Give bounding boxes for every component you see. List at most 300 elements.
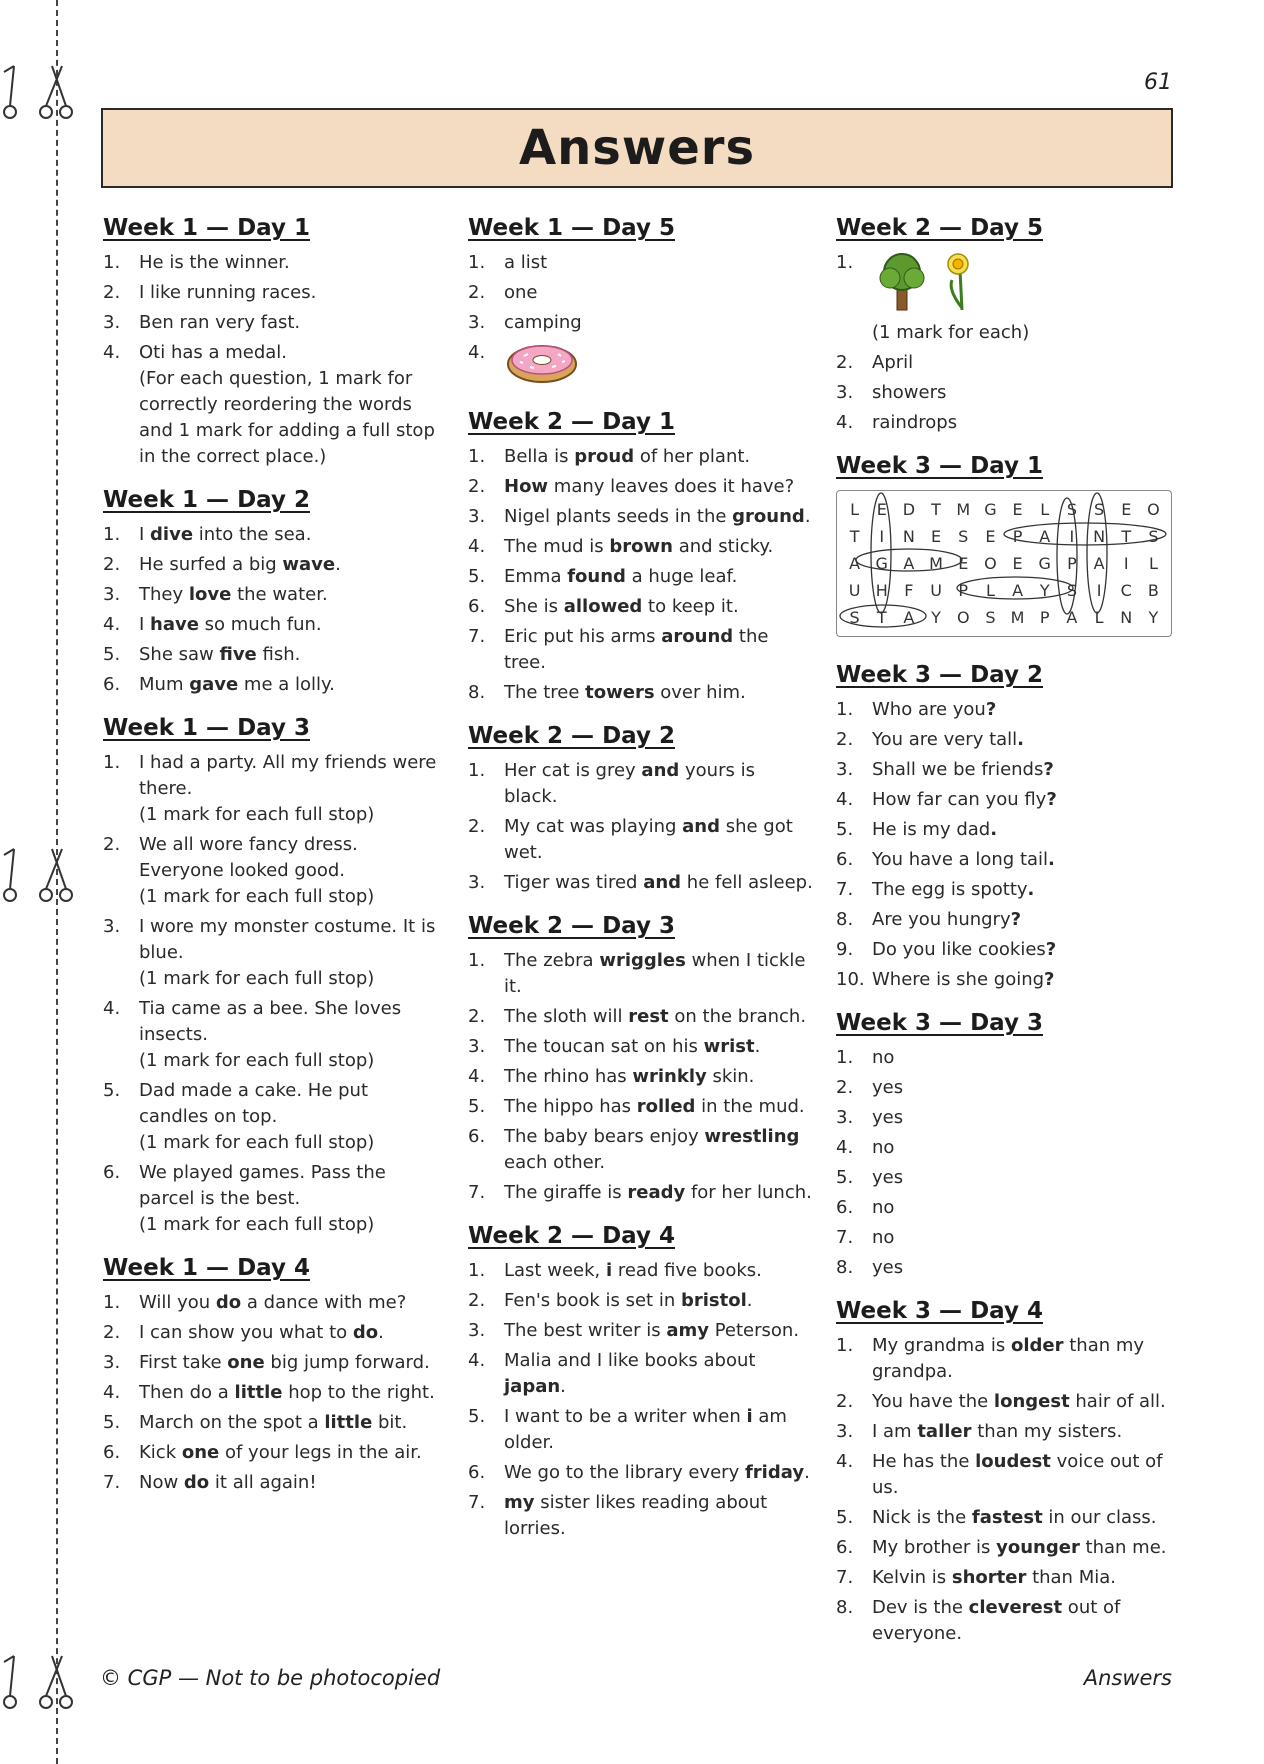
answer-word: younger xyxy=(996,1537,1080,1558)
answer-text: I wore my monster costume. It is blue. xyxy=(139,916,436,963)
answer-text: He has the xyxy=(872,1451,976,1472)
list-item xyxy=(836,877,1176,903)
answer-section xyxy=(468,212,813,392)
item-number: 4. xyxy=(103,342,121,363)
item-number: 3. xyxy=(468,506,486,527)
answer-word: proud xyxy=(574,446,635,467)
answer-text: big jump forward. xyxy=(264,1352,430,1373)
item-text xyxy=(872,757,1176,783)
item-text xyxy=(872,1105,1176,1131)
wordsearch-letter: S xyxy=(1066,581,1077,600)
answer-text: raindrops xyxy=(872,412,958,433)
item-text xyxy=(504,1404,813,1456)
answer-text: My brother is xyxy=(872,1537,997,1558)
answer-text: Ben ran very fast. xyxy=(139,312,301,333)
answer-text: no xyxy=(872,1197,895,1218)
wordsearch-letter: G xyxy=(984,500,997,519)
answer-text: of your legs in the air. xyxy=(219,1442,422,1463)
item-number: 2. xyxy=(836,352,854,373)
item-text xyxy=(504,280,813,306)
answer-text: First take xyxy=(139,1352,228,1373)
answer-section xyxy=(468,910,813,1206)
item-number: 2. xyxy=(103,834,121,855)
answer-word: friday xyxy=(744,1462,805,1483)
item-number: 2. xyxy=(468,1006,486,1027)
item-text xyxy=(504,1348,813,1400)
item-number: 3. xyxy=(468,1036,486,1057)
item-text xyxy=(139,250,438,276)
answer-word: gave xyxy=(189,674,239,695)
answer-word: found xyxy=(567,566,626,587)
answer-section xyxy=(468,406,813,706)
item-text xyxy=(504,814,813,866)
answer-text: The sloth will xyxy=(504,1006,629,1027)
wordsearch-letter: N xyxy=(1120,608,1133,627)
list-item xyxy=(468,564,813,590)
wordsearch-letter: I xyxy=(1096,581,1102,600)
answer-text: Now xyxy=(139,1472,184,1493)
wordsearch-letter: E xyxy=(876,500,887,519)
answer-text: hop to the right. xyxy=(282,1382,435,1403)
answer-text: My grandma is xyxy=(872,1335,1011,1356)
answer-text: She is xyxy=(504,596,564,617)
item-text xyxy=(504,310,813,336)
item-text xyxy=(504,1124,813,1176)
item-text xyxy=(872,697,1176,723)
list-item xyxy=(836,817,1176,843)
wordsearch-letter: L xyxy=(1040,500,1050,519)
answer-text: I had a party. All my friends were there. xyxy=(139,752,437,799)
list-item xyxy=(103,552,438,578)
item-number: 7. xyxy=(468,1492,486,1513)
answer-word: ? xyxy=(985,699,997,720)
item-number: 2. xyxy=(468,476,486,497)
wordsearch-letter: A xyxy=(849,554,861,573)
list-item xyxy=(468,1004,813,1030)
item-text xyxy=(504,474,813,500)
item-number: 2. xyxy=(103,554,121,575)
item-number: 2. xyxy=(468,1290,486,1311)
item-number: 1. xyxy=(103,1292,121,1313)
answer-text: no xyxy=(872,1227,895,1248)
list-item xyxy=(836,907,1176,933)
answer-text: so much fun. xyxy=(198,614,322,635)
mark-note: (For each question, 1 mark for correctly reordering the words and 1 mark for adding a full stop in the correct place.) xyxy=(139,368,435,467)
item-text xyxy=(139,1410,438,1436)
item-number: 5. xyxy=(103,1080,121,1101)
page-title: Answers xyxy=(518,120,756,176)
answer-text: You are very tall xyxy=(872,729,1018,750)
item-text xyxy=(504,1034,813,1060)
answer-text: than my grandpa. xyxy=(872,1335,1145,1382)
item-number: 6. xyxy=(103,1162,121,1183)
answer-word: wave xyxy=(282,554,336,575)
item-number: 5. xyxy=(836,819,854,840)
item-text xyxy=(872,410,1176,436)
answer-text: We played games. Pass the parcel is the best. xyxy=(139,1162,386,1209)
wordsearch-letter: D xyxy=(902,500,916,519)
wordsearch-letter: S xyxy=(1148,527,1159,546)
list-item xyxy=(836,787,1176,813)
list-item xyxy=(836,1595,1176,1647)
tree-icon xyxy=(872,250,932,320)
list-item xyxy=(103,1320,438,1346)
item-number: 6. xyxy=(103,1442,121,1463)
mark-note: (1 mark for each full stop) xyxy=(139,886,375,907)
item-text xyxy=(504,1180,813,1206)
item-number: 3. xyxy=(836,1107,854,1128)
answer-text: yes xyxy=(872,1167,904,1188)
answer-text: Dad made a cake. He put candles on top. xyxy=(139,1080,369,1127)
answer-text: He surfed a big xyxy=(139,554,283,575)
answer-word: fastest xyxy=(971,1507,1043,1528)
item-text xyxy=(872,787,1176,813)
answer-text: He is my dad xyxy=(872,819,991,840)
item-text xyxy=(139,280,438,306)
item-number: 4. xyxy=(468,536,486,557)
answer-word: one xyxy=(181,1442,220,1463)
item-number: 4. xyxy=(103,614,121,635)
answer-text: We all wore fancy dress. Everyone looked good. xyxy=(139,834,358,881)
item-number: 10. xyxy=(836,969,865,990)
section-heading: Week 2 — Day 4 xyxy=(468,1223,675,1249)
answer-text: the tree. xyxy=(504,626,769,673)
item-text xyxy=(872,1419,1176,1445)
item-number: 1. xyxy=(103,524,121,545)
answer-text: The hippo has xyxy=(504,1096,637,1117)
list-item xyxy=(468,1348,813,1400)
item-number: 4. xyxy=(103,1382,121,1403)
answer-word: allowed xyxy=(563,596,643,617)
item-text xyxy=(872,1225,1176,1251)
item-text xyxy=(139,672,438,698)
wordsearch-letter: O xyxy=(1147,500,1160,519)
mark-note: (1 mark for each full stop) xyxy=(139,1050,375,1071)
answer-list xyxy=(468,758,813,896)
answer-section xyxy=(836,1295,1176,1647)
item-number: 4. xyxy=(468,342,486,363)
item-text xyxy=(872,877,1176,903)
mark-note: (1 mark for each full stop) xyxy=(139,968,375,989)
list-item xyxy=(836,1165,1176,1191)
answer-word: amy xyxy=(666,1320,709,1341)
item-number: 7. xyxy=(836,1567,854,1588)
answer-text: Shall we be friends xyxy=(872,759,1044,780)
section-heading: Week 2 — Day 5 xyxy=(836,215,1043,241)
wordsearch-letter: E xyxy=(1012,554,1023,573)
list-item xyxy=(468,1124,813,1176)
wordsearch-letter: N xyxy=(1093,527,1106,546)
wordsearch-letter: I xyxy=(1069,527,1075,546)
item-number: 2. xyxy=(103,282,121,303)
answer-text: The giraffe is xyxy=(504,1182,628,1203)
answer-text: than me. xyxy=(1079,1537,1167,1558)
answer-word: shorter xyxy=(951,1567,1027,1588)
answer-text: it all again! xyxy=(209,1472,317,1493)
answer-section xyxy=(103,212,438,470)
answer-word: wrist xyxy=(703,1036,755,1057)
answer-text: The best writer is xyxy=(504,1320,667,1341)
wordsearch-letter: A xyxy=(1012,581,1024,600)
answer-text: We go to the library every xyxy=(504,1462,745,1483)
item-number: 1. xyxy=(836,1335,854,1356)
list-item xyxy=(468,1490,813,1542)
list-item xyxy=(468,680,813,706)
wordsearch-letter: U xyxy=(848,581,861,600)
item-number: 2. xyxy=(836,729,854,750)
wordsearch-letter: Y xyxy=(1148,608,1159,627)
item-text xyxy=(504,564,813,590)
answer-text: to keep it. xyxy=(642,596,739,617)
item-number: 4. xyxy=(103,998,121,1019)
answer-text: voice out of us. xyxy=(872,1451,1163,1498)
item-number: 1. xyxy=(836,252,854,273)
item-number: 1. xyxy=(103,752,121,773)
answer-word: older xyxy=(1010,1335,1064,1356)
item-number: 3. xyxy=(836,382,854,403)
section-heading: Week 3 — Day 3 xyxy=(836,1010,1043,1036)
answer-text: than Mia. xyxy=(1026,1567,1116,1588)
item-text xyxy=(872,1045,1176,1071)
list-item xyxy=(103,1440,438,1466)
item-number: 4. xyxy=(836,1451,854,1472)
answer-text: . xyxy=(335,554,341,575)
item-text xyxy=(139,340,438,470)
item-text xyxy=(872,1333,1176,1385)
answer-text: . xyxy=(746,1290,753,1311)
wordsearch-letter: E xyxy=(931,527,942,546)
item-number: 3. xyxy=(103,312,121,333)
list-item xyxy=(103,832,438,910)
answer-word: . xyxy=(1027,879,1035,900)
answer-text: Her cat is grey xyxy=(504,760,642,781)
section-heading: Week 2 — Day 2 xyxy=(468,723,675,749)
list-item xyxy=(103,750,438,828)
list-item xyxy=(468,948,813,1000)
item-number: 4. xyxy=(836,789,854,810)
answer-text: Mum xyxy=(139,674,190,695)
list-item xyxy=(103,250,438,276)
answer-word: ready xyxy=(627,1182,686,1203)
answer-text: . xyxy=(754,1036,761,1057)
answer-text: I am xyxy=(872,1421,918,1442)
item-number: 1. xyxy=(468,950,486,971)
item-text xyxy=(872,907,1176,933)
list-item xyxy=(468,1094,813,1120)
answer-word: bristol xyxy=(680,1290,747,1311)
item-text xyxy=(504,624,813,676)
item-text xyxy=(872,967,1176,993)
item-number: 1. xyxy=(468,760,486,781)
scissors-icon xyxy=(0,845,80,905)
wordsearch-letter: P xyxy=(1039,608,1050,627)
wordsearch-letter: H xyxy=(875,581,888,600)
answer-text: he fell asleep. xyxy=(681,872,813,893)
list-item xyxy=(103,1470,438,1496)
answer-word: wriggles xyxy=(599,950,686,971)
item-number: 7. xyxy=(836,879,854,900)
answer-text: Peterson. xyxy=(708,1320,800,1341)
item-number: 1. xyxy=(836,1047,854,1068)
wordsearch-letter: P xyxy=(1067,554,1077,573)
answer-text: a list xyxy=(504,252,548,273)
item-text xyxy=(504,340,813,392)
item-number: 7. xyxy=(468,1182,486,1203)
answer-word: ? xyxy=(1044,969,1055,990)
answer-text: Kelvin is xyxy=(872,1567,952,1588)
item-number: 5. xyxy=(468,1096,486,1117)
answer-text: My cat was playing xyxy=(504,816,683,837)
list-item xyxy=(836,847,1176,873)
answer-text: into the sea. xyxy=(193,524,312,545)
wordsearch-letter: F xyxy=(904,581,914,600)
item-text xyxy=(504,1318,813,1344)
answer-text: sister likes reading about lorries. xyxy=(504,1492,768,1539)
list-item xyxy=(836,967,1176,993)
answer-text: in the mud. xyxy=(695,1096,805,1117)
item-text xyxy=(872,1255,1176,1281)
item-number: 8. xyxy=(468,682,486,703)
answer-list xyxy=(103,522,438,698)
item-number: 4. xyxy=(468,1350,486,1371)
answer-text: . xyxy=(560,1376,566,1397)
answer-text: I can show you what to xyxy=(139,1322,353,1343)
list-item xyxy=(468,474,813,500)
list-item xyxy=(836,937,1176,963)
item-text xyxy=(504,1064,813,1090)
wordsearch-letter: A xyxy=(903,608,915,627)
answer-text: of her plant. xyxy=(634,446,751,467)
answer-text: Oti has a medal. xyxy=(139,342,288,363)
item-text xyxy=(872,1449,1176,1501)
list-item xyxy=(468,1034,813,1060)
answer-section xyxy=(103,712,438,1238)
mark-note: (1 mark for each full stop) xyxy=(139,804,375,825)
list-item xyxy=(468,814,813,866)
list-item xyxy=(836,1565,1176,1591)
wordsearch-letter: A xyxy=(1093,554,1105,573)
answer-text: in our class. xyxy=(1042,1507,1157,1528)
section-heading: Week 2 — Day 3 xyxy=(468,913,675,939)
item-number: 8. xyxy=(836,1257,854,1278)
wordsearch-letter: B xyxy=(1147,581,1159,600)
copyright-footer: © CGP — Not to be photocopied xyxy=(100,1666,441,1690)
list-item xyxy=(103,1380,438,1406)
item-number: 7. xyxy=(836,1227,854,1248)
list-item xyxy=(836,1389,1176,1415)
item-text xyxy=(504,594,813,620)
item-text xyxy=(872,937,1176,963)
list-item xyxy=(103,522,438,548)
answer-text: skin. xyxy=(706,1066,755,1087)
answer-text: Will you xyxy=(139,1292,216,1313)
item-text xyxy=(504,1490,813,1542)
wordsearch-letter: T xyxy=(931,500,941,519)
item-number: 2. xyxy=(468,816,486,837)
answer-list xyxy=(836,1045,1176,1281)
list-item xyxy=(836,727,1176,753)
daffodil-icon xyxy=(938,250,984,320)
answer-section xyxy=(468,1220,813,1542)
answer-text: when I tickle it. xyxy=(504,950,806,997)
item-text xyxy=(872,1389,1176,1415)
answer-word: my xyxy=(504,1492,535,1513)
answer-section xyxy=(103,1252,438,1496)
wordsearch-letter: S xyxy=(1066,500,1077,519)
item-text xyxy=(504,758,813,810)
mark-note: (1 mark for each) xyxy=(872,322,1030,343)
answer-word: towers xyxy=(585,682,655,703)
item-number: 3. xyxy=(468,1320,486,1341)
list-item xyxy=(468,534,813,560)
item-number: 6. xyxy=(468,1462,486,1483)
answer-word: i xyxy=(746,1406,753,1427)
answer-text: Where is she going xyxy=(872,969,1045,990)
answer-text: one xyxy=(504,282,538,303)
answer-section xyxy=(836,1007,1176,1281)
list-item xyxy=(103,582,438,608)
section-heading: Week 3 — Day 2 xyxy=(836,662,1043,688)
answer-word: do xyxy=(215,1292,242,1313)
doughnut-icon xyxy=(504,340,580,392)
list-item xyxy=(103,310,438,336)
answer-word: brown xyxy=(609,536,673,557)
item-text xyxy=(139,1350,438,1376)
item-number: 2. xyxy=(836,1077,854,1098)
wordsearch-letter: O xyxy=(956,608,970,627)
answer-text: . xyxy=(378,1322,384,1343)
wordsearch-letter: S xyxy=(958,527,969,546)
item-number: 2. xyxy=(468,282,486,303)
answer-word: . xyxy=(1048,849,1055,870)
answer-text: The rhino has xyxy=(504,1066,633,1087)
wordsearch-letter: S xyxy=(849,608,860,627)
answer-word: wrestling xyxy=(704,1126,800,1147)
answer-text: the water. xyxy=(231,584,328,605)
wordsearch-letter: E xyxy=(985,527,996,546)
item-number: 5. xyxy=(468,1406,486,1427)
answer-section xyxy=(103,484,438,698)
wordsearch-letter: Y xyxy=(1039,581,1050,600)
item-text xyxy=(504,1258,813,1284)
answer-word: How xyxy=(504,476,549,497)
answer-list xyxy=(103,1290,438,1496)
mark-note: (1 mark for each full stop) xyxy=(139,1132,375,1153)
list-item xyxy=(103,1350,438,1376)
answer-text: Tiger was tired xyxy=(504,872,644,893)
item-text xyxy=(139,552,438,578)
answer-text: fish. xyxy=(256,644,301,665)
item-text xyxy=(872,1535,1176,1561)
item-number: 5. xyxy=(468,566,486,587)
answer-word: and xyxy=(682,816,720,837)
answer-word: loudest xyxy=(975,1451,1051,1472)
item-text xyxy=(872,380,1176,406)
wordsearch-letter: T xyxy=(876,608,887,627)
item-number: 5. xyxy=(836,1507,854,1528)
answer-text: Nick is the xyxy=(872,1507,972,1528)
answer-text: The tree xyxy=(504,682,586,703)
answer-text: I like running races. xyxy=(139,282,317,303)
item-text xyxy=(504,1288,813,1314)
section-heading: Week 2 — Day 1 xyxy=(468,409,675,435)
answer-word: longest xyxy=(993,1391,1070,1412)
list-item xyxy=(103,642,438,668)
item-text xyxy=(504,1460,813,1486)
list-item xyxy=(836,1105,1176,1131)
list-item xyxy=(468,758,813,810)
item-text xyxy=(872,1565,1176,1591)
